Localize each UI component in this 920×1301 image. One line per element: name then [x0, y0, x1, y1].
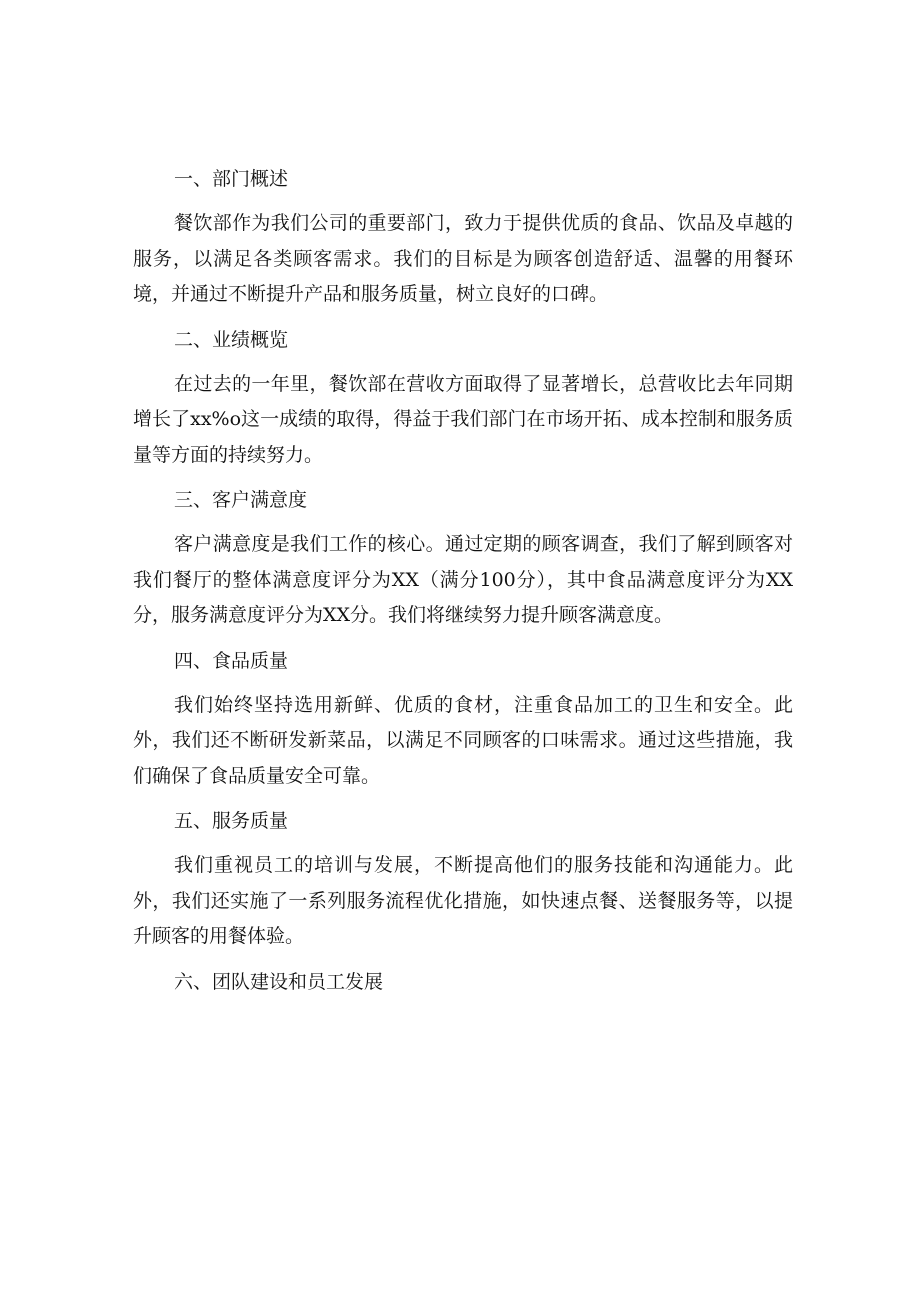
section-paragraph-overview: 餐饮部作为我们公司的重要部门，致力于提供优质的食品、饮品及卓越的服务，以满足各类顾客需求。我们的目标是为顾客创造舒适、温馨的用餐环境，并通过不断提升产品和服务质量，树立良好的口碑。	[133, 212, 793, 305]
section-heading-performance: 二、业绩概览	[174, 328, 289, 351]
section-heading-team-building: 六、团队建设和员工发展	[174, 970, 384, 993]
section-heading-service-quality: 五、服务质量	[174, 810, 289, 832]
document-body	[133, 160, 793, 1001]
section-paragraph-service-quality: 我们重视员工的培训与发展，不断提高他们的服务技能和沟通能力。此外，我们还实施了一系列服务流程优化措施，如快速点餐、送餐服务等，以提升顾客的用餐体验。	[133, 854, 793, 947]
section-paragraph-satisfaction: 客户满意度是我们工作的核心。通过定期的顾客调查，我们了解到顾客对我们餐厅的整体满意度评分为XX（满分100分），其中食品满意度评分为XX分，服务满意度评分为XX分。我们将继续努力提升顾客满意度。	[133, 533, 793, 626]
section-paragraph-performance: 在过去的一年里，餐饮部在营收方面取得了显著增长，总营收比去年同期增长了xx%o这一成绩的取得，得益于我们部门在市场开拓、成本控制和服务质量等方面的持续努力。	[133, 372, 793, 466]
section-heading-satisfaction: 三、客户满意度	[174, 489, 308, 511]
section-paragraph-food-quality: 我们始终坚持选用新鲜、优质的食材，注重食品加工的卫生和安全。此外，我们还不断研发新菜品，以满足不同顾客的口味需求。通过这些措施，我们确保了食品质量安全可靠。	[133, 693, 793, 787]
section-heading-food-quality: 四、食品质量	[174, 649, 289, 672]
section-heading-overview: 一、部门概述	[174, 168, 289, 190]
